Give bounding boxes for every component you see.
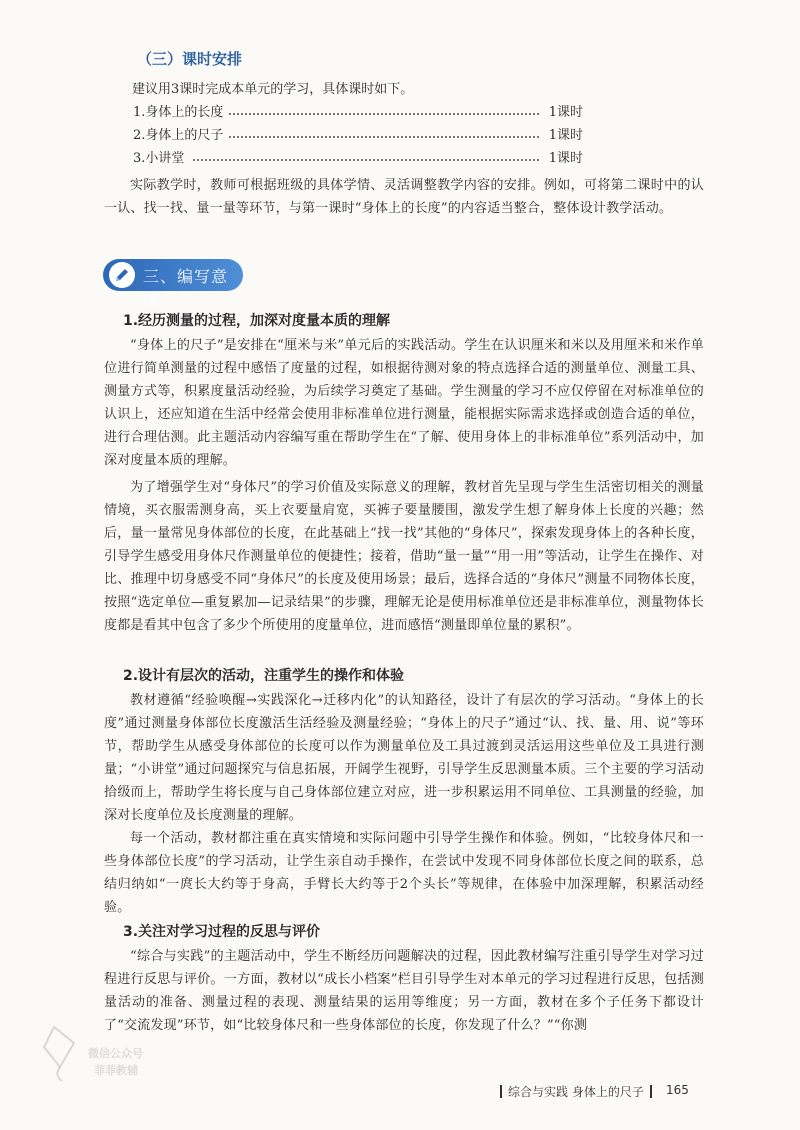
part-title: 2.设计有层次的活动，注重学生的操作和体验 — [123, 668, 405, 684]
leader-dots — [193, 136, 539, 138]
watermark — [32, 1015, 152, 1095]
paragraph: “身体上的尺子”是安排在“厘米与米”单元后的实践活动。学生在认识厘米和米以及用厘米和米作单位进行简单测量的过程中感悟了度量的过程，如根据待测对象的特点选择合适的测量单位、测量工具、测量方式等，积累度量活动经验，为后续学习奠定了基础。学生测量的学习不应仅停留在对标准单位的认识上，还应知道在生活中经常会使用非标准单位进行测量，能根据实际需求选择或创造合适的单位，进行合理估测。此主题活动内容编写重在帮助学生在“了解、使用身体上的非标准单位”系列活动中，加深对度量本质的理解。 — [104, 338, 704, 468]
paragraph: 每一个活动，教材都注重在真实情境和实际问题中引导学生操作和体验。例如，“比较身体尺和一些身体部位长度”的学习活动，让学生亲自动手操作，在尝试中发现不同身体部位长度之间的联系，总结归纳如“一庹长大约等于身高，手臂长大约等于2个头长”等规律，在体验中加深理解，积累活动经验。 — [104, 831, 704, 915]
lesson-hours: 1课时 — [548, 105, 583, 120]
watermark-line: 微信公众号 — [88, 1047, 143, 1060]
paragraph: “综合与实践”的主题活动中，学生不断经历问题解决的过程，因此教材编写注重引导学生对学习过程进行反思与评价。一方面，教材以“成长小档案”栏目引导学生对本单元的学习过程进行反思，包括测量活动的准备、测量过程的表现、测量结果的运用等维度；另一方面，教材在多个子任务下都设计了“交流发现”环节，如“比较身体尺和一些身体部位的长度，你发现了什么？”“你测 — [104, 949, 704, 1033]
footer-divider — [500, 1085, 502, 1098]
lesson-row — [133, 124, 583, 144]
lesson-intro: 建议用3课时完成本单元的学习，具体课时如下。 — [132, 82, 414, 97]
page-footer — [500, 1083, 720, 1101]
section-heading: （三）课时安排 — [137, 50, 243, 68]
lesson-row — [133, 147, 583, 167]
section-banner — [103, 259, 243, 309]
lesson-hours: 1课时 — [548, 151, 583, 166]
lesson-row — [133, 101, 583, 121]
lesson-label: 3.小讲堂 — [133, 147, 188, 166]
part-title: 1.经历测量的过程，加深对度量本质的理解 — [123, 313, 391, 329]
lesson-label: 2.身体上的尺子 — [133, 124, 227, 143]
kite-icon — [34, 1023, 84, 1083]
banner-title: 三、编写意图 — [143, 267, 229, 309]
lesson-label: 1.身体上的长度 — [133, 101, 227, 120]
part-title: 3.关注对学习过程的反思与评价 — [123, 924, 321, 940]
paragraph: 教材遵循“经验唤醒→实践深化→迁移内化”的认知路径，设计了有层次的学习活动。“身体上的长度”通过测量身体部位长度激活生活经验及测量经验；“身体上的尺子”通过“认、找、量、用、说”等环节，帮助学生从感受身体部位的长度可以作为测量单位及工具过渡到灵活运用这些单位及工具进行测量；“小讲堂”通过问题探究与信息拓展，开阔学生视野，引导学生反思测量本质。三个主要的学习活动拾级而上，帮助学生将长度与自己身体部位建立对应，进一步积累运用不同单位、工具测量的经验，加深对长度单位及长度测量的理解。 — [104, 693, 704, 823]
paragraph: 为了增强学生对“身体尺”的学习价值及实际意义的理解，教材首先呈现与学生生活密切相关的测量情境，买衣服需测身高，买上衣要量肩宽，买裤子要量腰围，激发学生想了解身体上长度的兴趣；然后，量一量常见身体部位的长度，在此基础上“找一找”其他的“身体尺”，探索发现身体上的各种长度，引导学生感受用身体尺作测量单位的便捷性；接着，借助“量一量”“用一用”等活动，让学生在操作、对比、推理中切身感受不同“身体尺”的长度及使用场景；最后，选择合适的“身体尺”测量不同物体长度，按照“选定单位—重复累加—记录结果”的步骤，理解无论是使用标准单位还是非标准单位，测量物体长度都是看其中包含了多少个所使用的度量单位，进而感悟“测量即单位量的累积”。 — [104, 480, 704, 633]
pencil-icon — [109, 262, 135, 288]
footer-divider — [650, 1085, 652, 1098]
leader-dots — [193, 113, 539, 115]
page-number: 165 — [666, 1083, 689, 1097]
footer-label: 综合与实践 身体上的尺子 — [508, 1085, 644, 1099]
lesson-hours: 1课时 — [548, 128, 583, 143]
watermark-line: 菲菲教辅 — [94, 1064, 138, 1077]
leader-dots — [193, 159, 539, 161]
lesson-note: 实际教学时，教师可根据班级的具体学情、灵活调整教学内容的安排。例如，可将第二课时中的认一认、找一找、量一量等环节，与第一课时“身体上的长度”的内容适当整合，整体设计教学活动。 — [104, 178, 704, 216]
